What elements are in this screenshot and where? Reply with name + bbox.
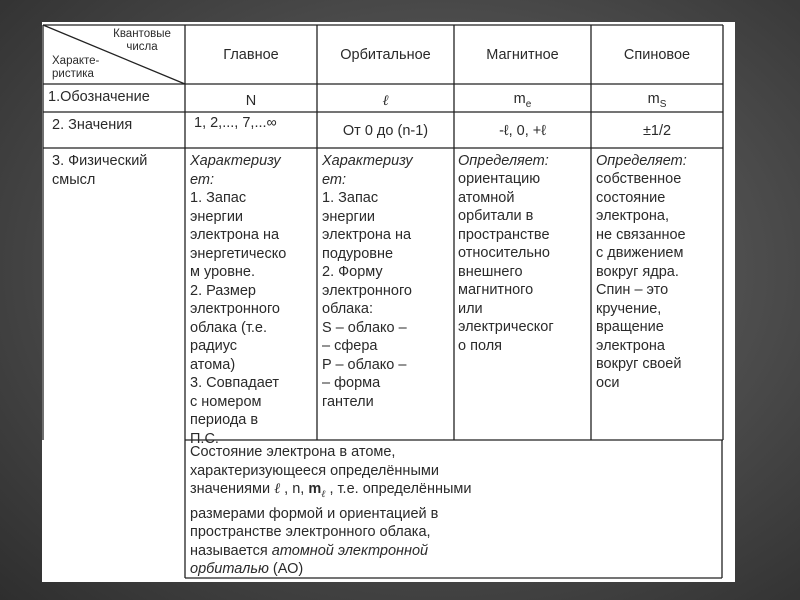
symbol-m: m (308, 481, 322, 498)
physical-magnetic-heading: Определяет: (458, 153, 549, 169)
physical-orbital-heading: Характеризу ет: (322, 153, 413, 188)
corner-quantum-numbers: Квантовые числа (113, 28, 171, 53)
orbital-definition (190, 443, 720, 579)
physical-spin-heading: Определяет: (596, 153, 687, 169)
values-spin: ±1/2 (642, 123, 672, 139)
physical-magnetic-text: ориентацию атомной орбитали в пространстве относительно внешнего магнитного или электрическог о поля (458, 171, 554, 354)
definition-line-3 (190, 480, 720, 504)
definition-line-3-end: , т.е. определёнными (325, 481, 472, 498)
physical-spin-text: собственное состояние электрона, не связанное с движением вокруг ядра. Спин – это кручение, вращение электрона вокруг своей оси (596, 171, 686, 391)
definition-line-1: Состояние электрона в атоме, (190, 444, 396, 460)
header-main: Главное (223, 47, 279, 63)
definition-line-4: размерами формой и ориентацией в (190, 505, 439, 522)
corner-characteristic: Характе- ристика (52, 55, 100, 80)
designation-magnetic (454, 90, 591, 114)
definition-line-7 (190, 560, 720, 579)
designation-main: N (245, 93, 257, 109)
definition-line-2: характеризующееся определёнными (190, 462, 439, 479)
magnetic-subscript: e (525, 98, 532, 110)
symbol-l: ℓ (274, 481, 281, 498)
row-values-label: 2. Значения (52, 117, 133, 133)
values-magnetic: -ℓ, 0, +ℓ (499, 123, 546, 139)
physical-orbital-text: 1. Запас энергии электрона на подуровне 2. Форму электронного облака: S – облако – – сфера P – облако – – форма гантели (322, 190, 412, 410)
values-orbital: От 0 до (n-1) (342, 123, 429, 139)
definition-line-5: пространстве электронного облака, (190, 524, 431, 541)
designation-spin (591, 90, 723, 114)
definition-values-text: значениями (190, 481, 275, 498)
definition-abbrev: (АО) (268, 561, 304, 578)
table-sheet (42, 22, 735, 582)
designation-orbital: ℓ (382, 93, 389, 109)
header-orbital: Орбитальное (340, 47, 431, 63)
spin-subscript: S (659, 98, 667, 110)
row-designation-label: 1.Обозначение (48, 89, 150, 105)
physical-main-heading: Характеризу ет: (190, 153, 281, 188)
spin-symbol: m (647, 91, 660, 107)
definition-term-2: орбиталью (190, 561, 269, 578)
values-main: 1, 2,..., 7,...∞ (194, 115, 277, 131)
row-physical-label: 3. Физический смысл (52, 153, 148, 188)
physical-main-text: 1. Запас энергии электрона на энергетическо м уровне. 2. Размер электронного облака (т.е. радиус атома) 3. Совпадает с номером периода в П.С. (190, 190, 287, 447)
symbol-n-text: , n, (280, 481, 309, 498)
header-spin: Спиновое (623, 47, 691, 63)
symbol-m-subscript: ℓ (321, 489, 326, 501)
definition-term-1: атомной электронной (271, 542, 429, 559)
definition-line-6 (190, 542, 720, 561)
header-magnetic: Магнитное (486, 47, 559, 63)
definition-called: называется (190, 542, 272, 559)
magnetic-symbol: m (513, 91, 526, 107)
